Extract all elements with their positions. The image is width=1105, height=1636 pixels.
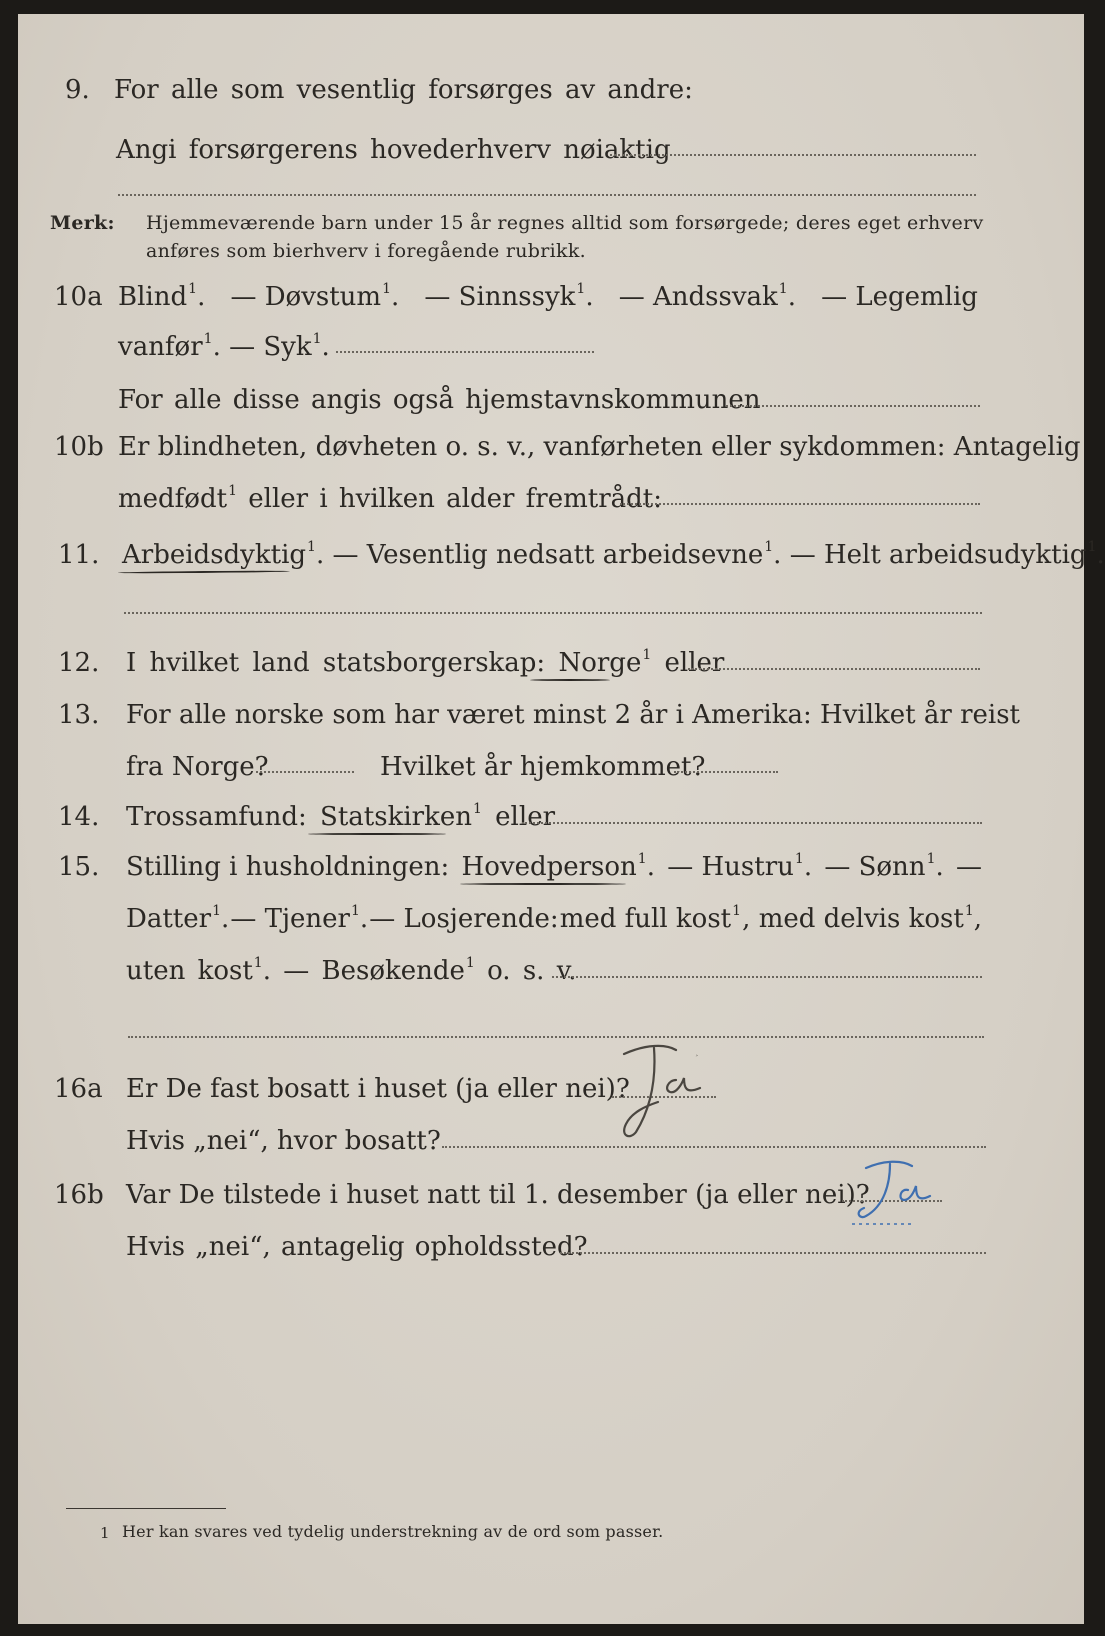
answer-line-15a xyxy=(552,976,982,978)
question-10a-line-3: For alle disse angis også hjemstavnskommunen xyxy=(118,385,761,415)
question-15-line-1: Stilling i husholdningen: Hovedperson$^1$. — Hustru$^1$. — Sønn$^1$. — xyxy=(126,851,982,882)
answer-line-10b xyxy=(620,503,980,505)
note-line-2: anføres som bierhverv i foregående rubrikk. xyxy=(146,240,586,262)
question-11-number: 11. xyxy=(58,540,100,570)
answer-line-16b-where xyxy=(560,1252,986,1254)
option-hustru: — Hustru$^1$. xyxy=(667,851,813,882)
question-15-line-3: uten kost$^1$. — Besøkende$^1$ o. s. v. xyxy=(126,955,577,986)
underline-statskirken xyxy=(308,833,446,835)
svg-text:Ja: Ja xyxy=(696,1055,698,1057)
option-delvis-kost: , med delvis kost$^1$, xyxy=(742,903,982,934)
answer-line-15b xyxy=(128,1036,984,1038)
question-10b-number: 10b xyxy=(54,432,104,462)
question-15-number: 15. xyxy=(58,852,100,882)
option-syk: — Syk$^1$. xyxy=(229,331,330,362)
option-tjener: — Tjener$^1$. xyxy=(230,903,369,934)
question-11-line xyxy=(122,539,1105,570)
question-12-number: 12. xyxy=(58,648,100,678)
option-vanfor: vanfør$^1$. xyxy=(118,331,221,362)
option-hovedperson: Hovedperson$^1$. xyxy=(461,851,655,882)
answer-line-14 xyxy=(522,822,982,824)
option-statskirken: Statskirken$^1$ xyxy=(320,801,482,832)
answer-line-9b xyxy=(118,194,976,196)
question-14-line: Trossamfund: Statskirken$^1$ eller xyxy=(126,801,556,832)
note-line-1: Hjemmeværende barn under 15 år regnes alltid som forsørgede; deres eget erhverv xyxy=(146,212,984,234)
footnote-text: Her kan svares ved tydelig understrekning av de ord som passer. xyxy=(122,1522,664,1541)
question-16b-line-2: Hvis „nei“, antagelig opholdssted? xyxy=(126,1232,588,1262)
question-14-number: 14. xyxy=(58,802,100,832)
question-10b-line-2: medfødt$^1$ eller i hvilken alder fremtrådt: xyxy=(118,483,663,514)
note-label: Merk: xyxy=(50,212,115,234)
footnote-mark: 1 xyxy=(100,1524,110,1542)
option-andssvak: — Andssvak$^1$. xyxy=(618,281,796,312)
question-12-line: I hvilket land statsborgerskap: Norge$^1$ eller xyxy=(126,647,725,678)
option-besokende: — Besøkende$^1$ xyxy=(283,955,475,986)
answer-line-16a-where xyxy=(442,1146,986,1148)
question-13-line-2a: fra Norge? xyxy=(126,752,269,782)
question-10a-line-2 xyxy=(118,331,330,362)
option-nedsatt: — Vesentlig nedsatt arbeidsevne$^1$. xyxy=(332,539,782,570)
question-16a-line-2: Hvis „nei“, hvor bosatt? xyxy=(126,1126,441,1156)
option-datter: Datter$^1$. xyxy=(126,903,230,934)
answer-line-13a xyxy=(256,771,354,773)
question-9-number: 9. xyxy=(65,75,90,105)
option-norge: Norge$^1$ xyxy=(558,647,652,678)
question-10a-number: 10a xyxy=(54,282,103,312)
answer-line-11 xyxy=(124,612,982,614)
question-9-line-2: Angi forsørgerens hovederhverv nøiaktig xyxy=(116,135,671,165)
question-16a-number: 16a xyxy=(54,1074,103,1104)
handwritten-answer-16a xyxy=(606,1036,736,1146)
question-13-number: 13. xyxy=(58,700,100,730)
answer-line-13b xyxy=(674,771,778,773)
option-sonn: — Sønn$^1$. xyxy=(824,851,944,882)
census-form-page xyxy=(18,14,1105,1624)
handwritten-answer-16b xyxy=(844,1154,954,1234)
option-blind: Blind$^1$. xyxy=(118,281,206,312)
option-sinnssyk: — Sinnssyk$^1$. xyxy=(424,281,594,312)
question-9-line-1: For alle som vesentlig forsørges av andre: xyxy=(114,75,693,105)
option-legemlig: — Legemlig xyxy=(821,282,978,312)
question-13-line-1: For alle norske som har været minst 2 år i Amerika: Hvilket år reist xyxy=(126,700,1020,730)
answer-line-10a-kommune xyxy=(726,405,980,407)
option-udyktig: — Helt arbeidsudyktig$^1$. xyxy=(789,539,1105,570)
option-arbeidsdyktig: Arbeidsdyktig$^1$. xyxy=(122,539,325,570)
question-13-line-2b: Hvilket år hjemkommet? xyxy=(380,752,706,782)
underline-norge xyxy=(530,679,610,681)
question-10b-line-1: Er blindheten, døvheten o. s. v., vanførheten eller sykdommen: Antagelig xyxy=(118,432,1081,462)
question-15-line-2: Datter$^1$. — Tjener$^1$. — Losjerende: med full kost$^1$ , med delvis kost$^1$, xyxy=(126,903,982,934)
question-16b-number: 16b xyxy=(54,1180,104,1210)
answer-line-9a xyxy=(610,154,976,156)
option-uten-kost: uten kost$^1$. xyxy=(126,955,271,986)
answer-line-12 xyxy=(688,668,980,670)
option-full-kost: med full kost$^1$ xyxy=(559,903,742,934)
option-dovstum: — Døvstum$^1$. xyxy=(230,281,400,312)
underline-arbeidsdyktig xyxy=(118,570,290,574)
question-16a-line-1: Er De fast bosatt i huset (ja eller nei)? xyxy=(126,1074,630,1104)
question-16b-line-1: Var De tilstede i huset natt til 1. desember (ja eller nei)? xyxy=(126,1180,870,1210)
footnote-rule xyxy=(66,1508,226,1509)
underline-hovedperson xyxy=(460,883,626,885)
answer-line-10a-syk xyxy=(336,351,594,353)
question-10a-line-1 xyxy=(118,281,978,312)
